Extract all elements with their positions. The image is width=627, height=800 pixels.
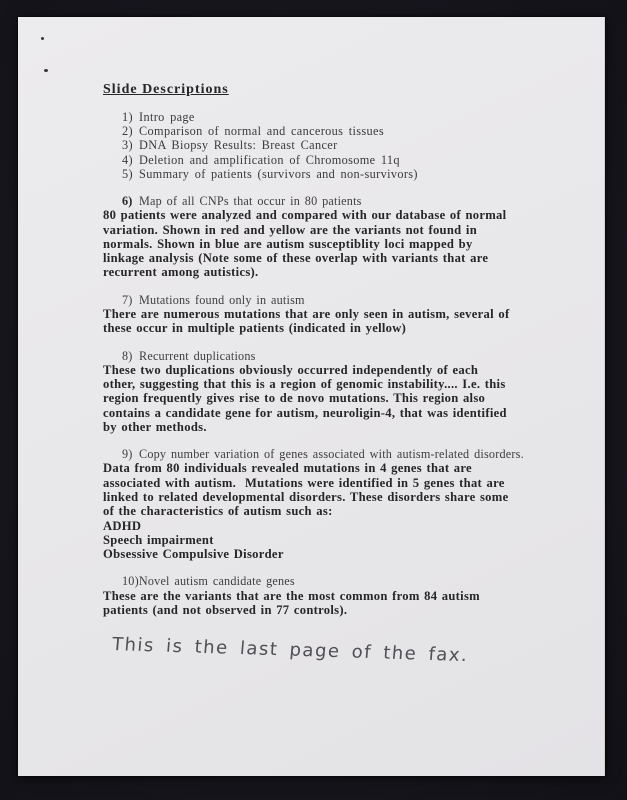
list-item: [122, 153, 583, 167]
section-number: 6): [122, 194, 133, 209]
section-title-text: Mutations found only in autism: [139, 292, 305, 307]
slide-section: [103, 293, 583, 336]
section-number: 8): [122, 348, 133, 363]
section-title-text: Map of all CNPs that occur in 80 patients: [139, 194, 362, 209]
section-body: [103, 208, 583, 279]
section-title-text: Recurrent duplications: [139, 348, 256, 363]
page-content: [103, 80, 583, 667]
list-item: [122, 124, 583, 138]
section-body-line: There are numerous mutations that are only seen in autism, several of: [103, 306, 510, 321]
section-body-line: by other methods.: [103, 419, 207, 434]
item-text: Summary of patients (survivors and non-survivors): [139, 166, 418, 181]
list-item: [122, 110, 583, 124]
item-text: Deletion and amplification of Chromosome 11q: [139, 152, 400, 167]
section-title: [122, 447, 583, 461]
section-body-line: other, suggesting that this is a region of genomic instability.... I.e. this: [103, 377, 506, 391]
slide-section: [103, 574, 583, 617]
section-title: [122, 293, 583, 307]
section-body-line: linkage analysis (Note some of these overlap with variants that are: [103, 251, 489, 266]
slide-sections: [103, 194, 583, 617]
slide-section: [103, 447, 583, 561]
item-number: 2): [122, 124, 133, 139]
section-title-text: Copy number variation of genes associated with autism-related disorders.: [139, 447, 524, 462]
item-number: 1): [122, 110, 133, 124]
scan-speck: [41, 37, 44, 40]
section-body-line: recurrent among autistics).: [103, 265, 259, 280]
section-body: [103, 363, 583, 434]
section-body-line: These are the variants that are the most common from 84 autism: [103, 588, 480, 603]
item-number: 3): [122, 138, 133, 153]
section-title: [122, 574, 583, 588]
section-body-line: linked to related developmental disorders. These disorders share some: [103, 489, 509, 504]
section-title: [122, 349, 583, 363]
section-title-text: Novel autism candidate genes: [138, 574, 295, 589]
document-heading: Slide Descriptions: [103, 82, 229, 97]
section-body-line: ADHD: [103, 518, 142, 533]
item-number: 4): [122, 152, 133, 167]
item-number: 5): [122, 166, 133, 181]
section-body-line: Obsessive Compulsive Disorder: [103, 547, 284, 562]
section-body-line: these occur in multiple patients (indicated in yellow): [103, 321, 407, 336]
section-body-line: variation. Shown in red and yellow are the variants not found in: [103, 222, 478, 237]
section-number: 10): [122, 574, 139, 589]
section-body-line: contains a candidate gene for autism, neuroligin-4, that was identified: [103, 405, 507, 420]
section-body-line: associated with autism. Mutations were identified in 5 genes that are: [103, 475, 505, 490]
section-title: [122, 194, 583, 208]
section-body-line: 80 patients were analyzed and compared with our database of normal: [103, 208, 507, 223]
section-body-line: patients (and not observed in 77 controls).: [103, 602, 348, 617]
scan-speck: [44, 69, 48, 72]
slide-section: [103, 349, 583, 435]
slide-section: [103, 194, 583, 280]
section-body-line: normals. Shown in blue are autism susceptiblity loci mapped by: [103, 236, 473, 251]
section-body: [103, 461, 583, 561]
slide-list: [122, 110, 583, 181]
handwritten-note: This is the last page of the fax.: [111, 634, 470, 667]
section-body-line: These two duplications obviously occurred independently of each: [103, 362, 479, 377]
section-body-line: Data from 80 individuals revealed mutations in 4 genes that are: [103, 461, 472, 476]
section-body: [103, 589, 583, 618]
section-body-line: of the characteristics of autism such as:: [103, 504, 333, 519]
list-item: [122, 167, 583, 181]
item-text: DNA Biopsy Results: Breast Cancer: [139, 138, 338, 153]
item-text: Comparison of normal and cancerous tissues: [139, 124, 384, 139]
item-text: Intro page: [139, 110, 195, 124]
section-body: [103, 307, 583, 336]
section-number: 9): [122, 447, 133, 462]
section-number: 7): [122, 292, 133, 307]
section-body-line: Speech impairment: [103, 532, 214, 547]
fax-page: [18, 17, 605, 776]
section-body-line: region frequently gives rise to de novo mutations. This region also: [103, 391, 486, 406]
list-item: [122, 138, 583, 152]
